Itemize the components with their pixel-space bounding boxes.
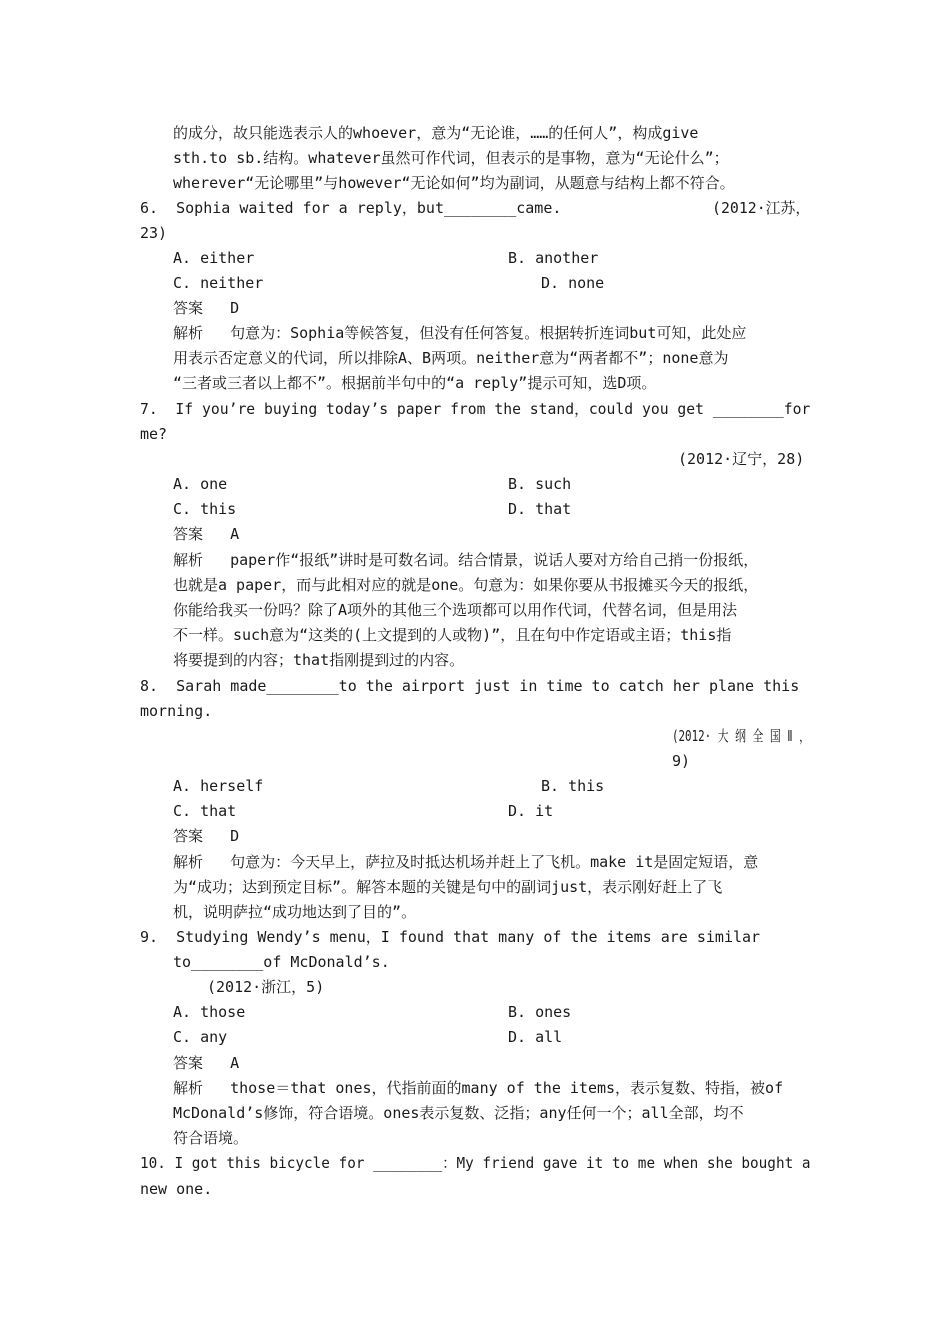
carryover-line-2: sth.to sb.结构。whatever虽然可作代词，但表示的是事物，意为“无论什么”； — [173, 149, 729, 167]
question-8-answer: 答案 D — [173, 827, 240, 845]
question-6-option-b: B. another — [508, 249, 599, 267]
carryover-line-3: wherever“无论哪里”与however“无论如何”均为副词，从题意与结构上都不符合。 — [173, 174, 735, 192]
question-9-stem: 9. Studying Wendy’s menu，I found that many of the items are similar — [140, 928, 761, 946]
question-9-source: (2012·浙江，5) — [207, 978, 325, 996]
question-7-option-a: A. one — [173, 475, 228, 493]
question-7-stem-cont: me? — [140, 425, 168, 443]
question-7-option-b: B. such — [508, 475, 572, 493]
question-9-stem-cont: to________of McDonald’s. — [173, 953, 390, 971]
question-9-analysis-2: McDonald’s修饰，符合语境。ones表示复数、泛指；any任何一个；all全部，均不 — [173, 1104, 744, 1122]
question-8-analysis-1: 解析 句意为：今天早上，萨拉及时抵达机场并赶上了飞机。make it是固定短语，意 — [173, 853, 759, 871]
question-6-option-d: D. none — [541, 274, 605, 292]
question-10-stem: 10. I got this bicycle for ________：My friend gave it to me when she bought a — [140, 1154, 811, 1172]
question-8-analysis-3: 机，说明萨拉“成功地达到了目的”。 — [173, 903, 417, 921]
carryover-line-1: 的成分，故只能选表示人的whoever，意为“无论谁，……的任何人”，构成give — [173, 124, 699, 142]
question-8-source-cont: 9) — [672, 752, 691, 770]
question-9-answer: 答案 A — [173, 1054, 240, 1072]
question-9-option-c: C. any — [173, 1028, 228, 1046]
question-8-stem-cont: morning. — [140, 702, 213, 720]
question-8-stem: 8. Sarah made________to the airport just in time to catch her plane this — [140, 677, 800, 695]
question-10-stem-cont: new one. — [140, 1180, 213, 1198]
question-8-option-c: C. that — [173, 802, 237, 820]
question-6-analysis-3: “三者或三者以上都不”。根据前半句中的“a reply”提示可知，选D项。 — [173, 374, 657, 392]
question-7-analysis-3: 你能给我买一份吗？除了A项外的其他三个选项都可以用作代词，代替名词，但是用法 — [173, 601, 738, 619]
question-6-answer: 答案 D — [173, 299, 240, 317]
question-6-option-a: A. either — [173, 249, 255, 267]
question-6-stem: 6. Sophia waited for a reply，but________came. — [140, 199, 562, 217]
question-6-source: (2012·江苏， — [712, 199, 811, 217]
question-7-analysis-2: 也就是a paper，而与此相对应的就是one。句意为：如果你要从书报摊买今天的报纸， — [173, 576, 759, 594]
question-7-analysis-5: 将要提到的内容；that指刚提到过的内容。 — [173, 651, 465, 669]
question-6-option-c: C. neither — [173, 274, 264, 292]
question-7-answer: 答案 A — [173, 525, 240, 543]
question-7-stem: 7. If you’re buying today’s paper from the stand，could you get ________for — [140, 400, 811, 418]
question-6-source-cont: 23) — [140, 224, 168, 242]
question-8-source: (2012· 大 纲 全 国 Ⅱ ， — [672, 727, 810, 745]
question-9-option-a: A. those — [173, 1003, 246, 1021]
question-9-analysis-1: 解析 those＝that ones，代指前面的many of the items，表示复数、特指，被of — [173, 1079, 784, 1097]
question-8-option-b: B. this — [541, 777, 605, 795]
question-7-analysis-4: 不一样。such意为“这类的(上文提到的人或物)”，且在句中作定语或主语；this指 — [173, 626, 732, 644]
question-6-analysis-1: 解析 句意为：Sophia等候答复，但没有任何答复。根据转折连词but可知，此处应 — [173, 324, 747, 342]
question-7-option-d: D. that — [508, 500, 572, 518]
question-7-source: (2012·辽宁，28) — [678, 450, 805, 468]
question-9-analysis-3: 符合语境。 — [173, 1129, 249, 1147]
question-9-option-d: D. all — [508, 1028, 563, 1046]
question-8-option-a: A. herself — [173, 777, 264, 795]
question-7-analysis-1: 解析 paper作“报纸”讲时是可数名词。结合情景，说话人要对方给自己捎一份报纸， — [173, 551, 759, 569]
question-9-option-b: B. ones — [508, 1003, 572, 1021]
question-7-option-c: C. this — [173, 500, 237, 518]
question-6-analysis-2: 用表示否定意义的代词，所以排除A、B两项。neither意为“两者都不”；none意为 — [173, 349, 729, 367]
question-8-option-d: D. it — [508, 802, 554, 820]
question-8-analysis-2: 为“成功；达到预定目标”。解答本题的关键是句中的副词just，表示刚好赶上了飞 — [173, 878, 723, 896]
